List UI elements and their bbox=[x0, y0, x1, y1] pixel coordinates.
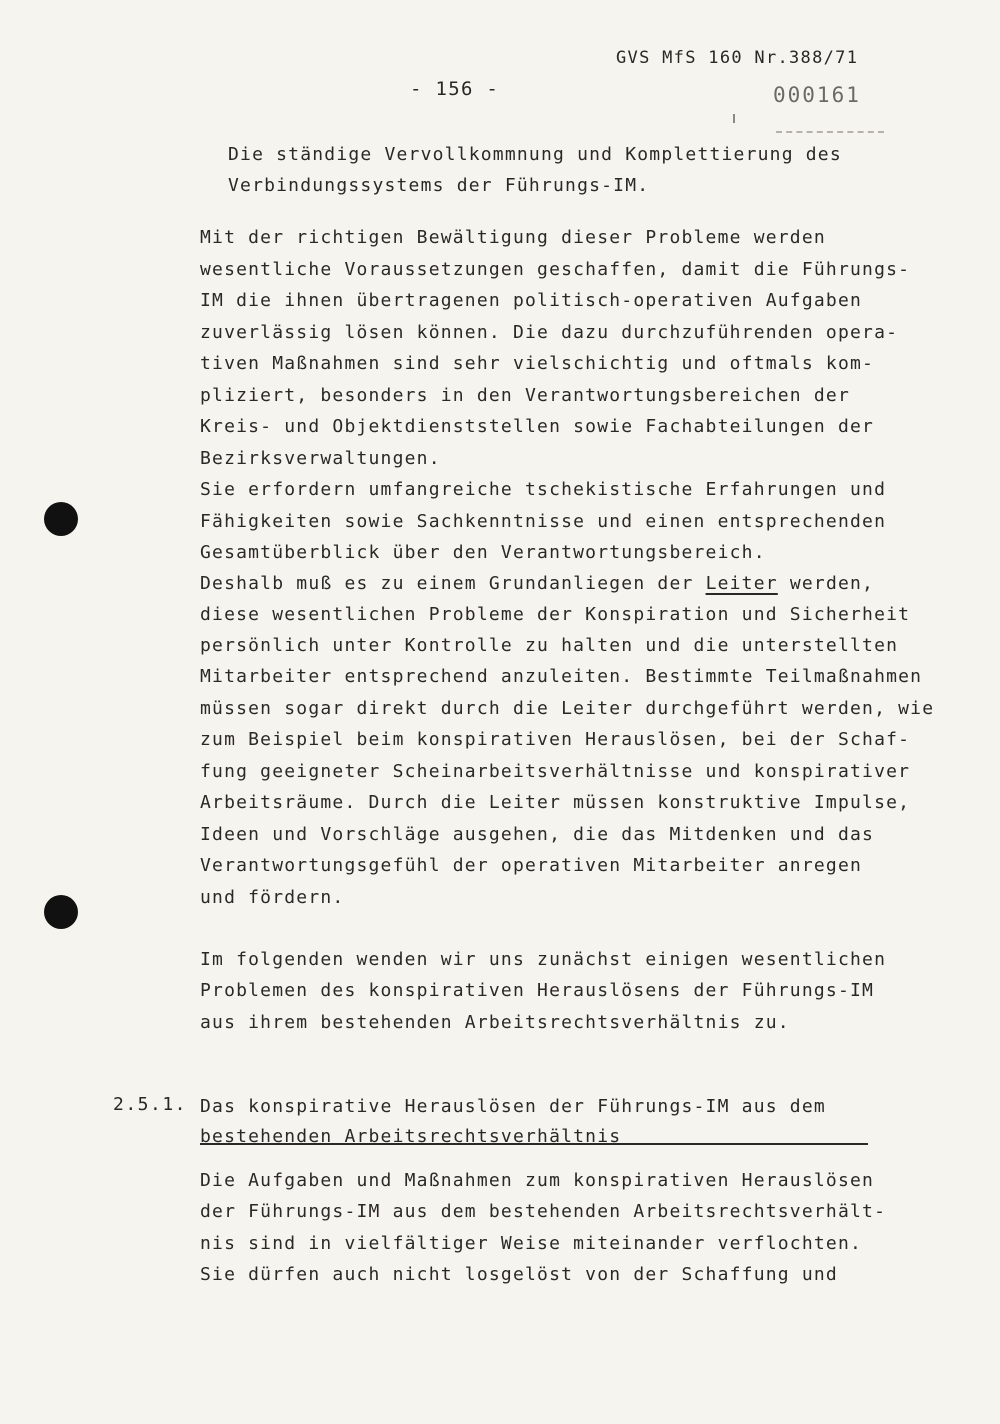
punch-hole-upper bbox=[44, 502, 78, 536]
paragraph-line: diese wesentlichen Probleme der Konspiration und Sicherheit bbox=[200, 604, 911, 625]
paragraph-line: aus ihrem bestehenden Arbeitsrechtsverhältnis zu. bbox=[200, 1012, 790, 1033]
paragraph-line: tiven Maßnahmen sind sehr vielschichtig und oftmals kom- bbox=[200, 353, 875, 374]
paragraph-line: Sie dürfen auch nicht losgelöst von der Schaffung und bbox=[200, 1264, 838, 1285]
paragraph-line: und fördern. bbox=[200, 887, 345, 908]
section-title-underline bbox=[200, 1143, 868, 1145]
paragraph-line: zuverlässig lösen können. Die dazu durchzuführenden opera- bbox=[200, 322, 899, 343]
underlined-word: Leiter bbox=[705, 573, 778, 594]
paragraph-line bbox=[200, 572, 874, 596]
paragraph-line: Sie erfordern umfangreiche tschekistische Erfahrungen und bbox=[200, 479, 887, 500]
paragraph-line: Arbeitsräume. Durch die Leiter müssen konstruktive Impulse, bbox=[200, 792, 911, 813]
paragraph-line: müssen sogar direkt durch die Leiter durchgeführt werden, wie bbox=[200, 698, 935, 719]
paragraph-line: Gesamtüberblick über den Verantwortungsbereich. bbox=[200, 542, 766, 563]
section-title-line: bestehenden Arbeitsrechtsverhältnis bbox=[200, 1126, 622, 1147]
stamp-dashed-line bbox=[776, 131, 884, 133]
line-text: Deshalb muß es zu einem Grundanliegen der bbox=[200, 573, 706, 594]
paragraph-line: Kreis- und Objektdienststellen sowie Fachabteilungen der bbox=[200, 416, 875, 437]
paragraph-line: Ideen und Vorschläge ausgehen, die das Mitdenken und das bbox=[200, 824, 875, 845]
paragraph-line: Fähigkeiten sowie Sachkenntnisse und einen entsprechenden bbox=[200, 511, 887, 532]
archive-stamp-number: 000161 bbox=[773, 83, 861, 107]
paragraph-line: IM die ihnen übertragenen politisch-operativen Aufgaben bbox=[200, 290, 863, 311]
punch-hole-lower bbox=[44, 895, 78, 929]
paragraph-line: der Führungs-IM aus dem bestehenden Arbeitsrechtsverhält- bbox=[200, 1201, 887, 1222]
paragraph-line: Im folgenden wenden wir uns zunächst einigen wesentlichen bbox=[200, 949, 887, 970]
page-number: - 156 - bbox=[410, 78, 500, 100]
paragraph-line: Problemen des konspirativen Herauslösens der Führungs-IM bbox=[200, 980, 875, 1001]
intro-line: Die ständige Vervollkommnung und Komplettierung des bbox=[228, 144, 842, 165]
section-number: 2.5.1. bbox=[113, 1094, 188, 1115]
paragraph-line: persönlich unter Kontrolle zu halten und die unterstellten bbox=[200, 635, 899, 656]
stamp-tick-mark bbox=[733, 114, 735, 123]
paragraph-line: nis sind in vielfältiger Weise miteinander verflochten. bbox=[200, 1233, 863, 1254]
paragraph-line: fung geeigneter Scheinarbeitsverhältnisse und konspirativer bbox=[200, 761, 911, 782]
paragraph-line: Bezirksverwaltungen. bbox=[200, 448, 441, 469]
intro-line: Verbindungssystems der Führungs-IM. bbox=[228, 175, 650, 196]
section-title-line: Das konspirative Herauslösen der Führungs-IM aus dem bbox=[200, 1096, 826, 1117]
paragraph-line: Verantwortungsgefühl der operativen Mitarbeiter anregen bbox=[200, 855, 863, 876]
paragraph-line: Mit der richtigen Bewältigung dieser Probleme werden bbox=[200, 227, 826, 248]
paragraph-line: pliziert, besonders in den Verantwortungsbereichen der bbox=[200, 385, 850, 406]
paragraph-line: zum Beispiel beim konspirativen Herauslösen, bei der Schaf- bbox=[200, 729, 911, 750]
paragraph-line: wesentliche Voraussetzungen geschaffen, damit die Führungs- bbox=[200, 259, 911, 280]
line-text: werden, bbox=[777, 573, 875, 594]
paragraph-line: Mitarbeiter entsprechend anzuleiten. Bestimmte Teilmaßnahmen bbox=[200, 666, 923, 687]
document-reference: GVS MfS 160 Nr.388/71 bbox=[616, 48, 859, 68]
paragraph-line: Die Aufgaben und Maßnahmen zum konspirativen Herauslösen bbox=[200, 1170, 875, 1191]
